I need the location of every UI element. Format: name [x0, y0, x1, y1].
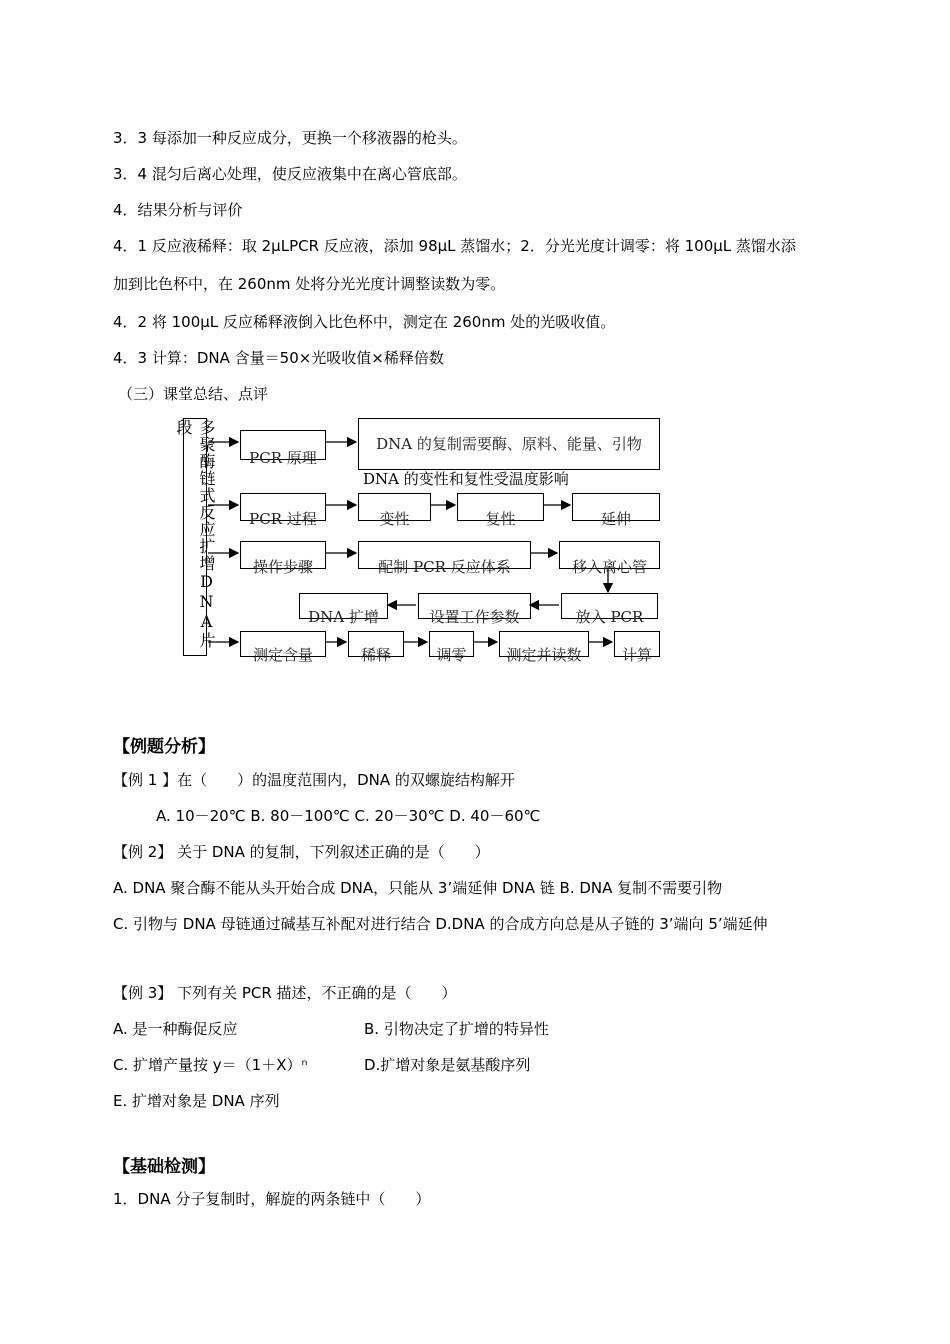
box-steps: 操作步骤 — [240, 541, 326, 569]
examples-heading: 【例题分析】 — [113, 737, 215, 757]
box-zero: 调零 — [429, 631, 474, 657]
example-1-options: A. 10－20℃ B. 80－100℃ C. 20－30℃ D. 40－60℃ — [156, 807, 541, 825]
box-put-pcr: 放入 PCR — [561, 593, 658, 619]
text-line: 3．3 每添加一种反应成分，更换一个移液器的枪头。 — [113, 129, 467, 147]
box-prepare: 配制 PCR 反应体系 — [358, 541, 531, 569]
example-3-option-e: E. 扩增对象是 DNA 序列 — [113, 1092, 280, 1110]
text-line: 4．2 将 100μL 反应稀释液倒入比色杯中，测定在 260nm 处的光吸收值。 — [113, 313, 616, 331]
example-2-options-ab: A. DNA 聚合酶不能从头开始合成 DNA，只能从 3’端延伸 DNA 链 B. DNA 复制不需要引物 — [113, 879, 723, 897]
principle-2-text: DNA 的变性和复性受温度影响 — [363, 470, 569, 488]
text-line: 4．结果分析与评价 — [113, 201, 243, 219]
text-line: （三）课堂总结、点评 — [118, 385, 269, 403]
example-1-question: 【例 1 】在（ ）的温度范围内，DNA 的双螺旋结构解开 — [113, 771, 515, 789]
box-amplify: DNA 扩增 — [299, 593, 388, 619]
box-set-params: 设置工作参数 — [418, 593, 531, 619]
example-3-option-a: A. 是一种酶促反应 — [113, 1020, 238, 1038]
box-renature: 复性 — [457, 493, 544, 521]
box-pcr-process: PCR 过程 — [240, 493, 326, 521]
basic-question-1: 1．DNA 分子复制时，解旋的两条链中（ ） — [113, 1190, 431, 1208]
box-extend: 延伸 — [572, 493, 660, 521]
box-principle-1: DNA 的复制需要酶、原料、能量、引物 — [358, 418, 660, 470]
text-line: 3．4 混匀后离心处理，使反应液集中在离心管底部。 — [113, 165, 467, 183]
box-calc: 计算 — [614, 631, 660, 657]
box-move-tube: 移入离心管 — [559, 541, 660, 569]
example-3-option-d: D.扩增对象是氨基酸序列 — [364, 1056, 531, 1074]
text-line: 加到比色杯中，在 260nm 处将分光光度计调整读数为零。 — [113, 275, 506, 293]
text-line: 4．3 计算：DNA 含量＝50×光吸收值×稀释倍数 — [113, 349, 444, 367]
example-3-option-b: B. 引物决定了扩增的特异性 — [364, 1020, 549, 1038]
text-line: 4．1 反应液稀释：取 2μLPCR 反应液，添加 98μL 蒸馏水；2．分光光度计调零：将 100μL 蒸馏水添 — [113, 237, 796, 255]
example-3-option-c: C. 扩增产量按 y＝（1＋X）ⁿ — [113, 1056, 308, 1074]
example-3-question: 【例 3】 下列有关 PCR 描述，不正确的是（ ） — [113, 984, 457, 1002]
box-pcr-principle: PCR 原理 — [240, 430, 326, 460]
basic-test-heading: 【基础检测】 — [113, 1157, 215, 1177]
box-dilute: 稀释 — [348, 631, 404, 657]
example-2-options-cd: C. 引物与 DNA 母链通过碱基互补配对进行结合 D.DNA 的合成方向总是从子链的 3’端向 5’端延伸 — [113, 915, 768, 933]
box-measure: 测定含量 — [240, 631, 326, 657]
example-2-question: 【例 2】 关于 DNA 的复制，下列叙述正确的是（ ） — [113, 843, 490, 861]
box-denature: 变性 — [358, 493, 431, 521]
diagram-root: 多聚酶链式反应扩增DNA片段 — [183, 418, 207, 656]
box-measure-read: 测定并读数 — [499, 631, 589, 657]
